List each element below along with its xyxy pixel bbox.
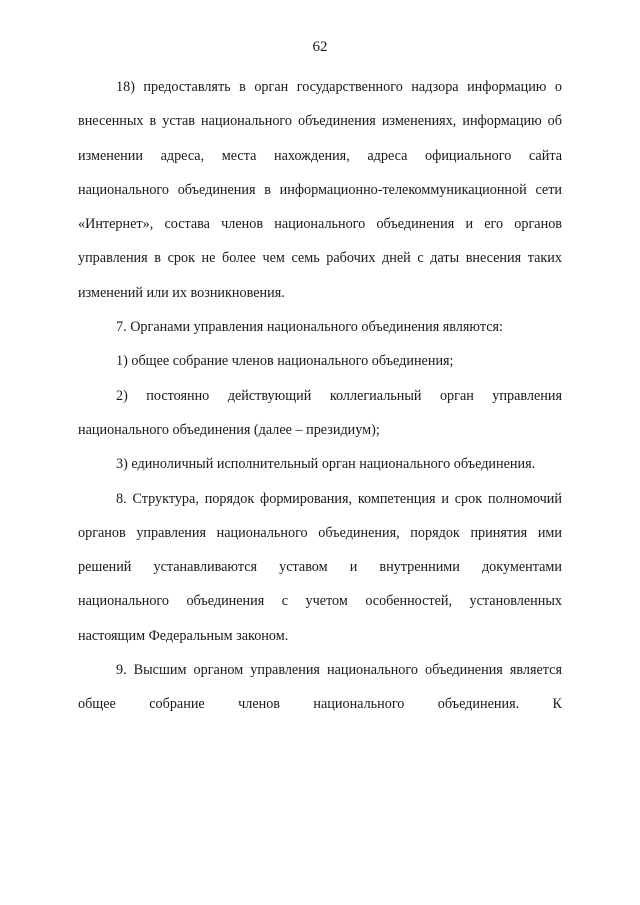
- page-number: 62: [312, 39, 328, 55]
- paragraph-structure: 8. Структура, порядок формирования, компетенция и срок полномочий органов управления национального объединения, порядок принятия ими решений устанавливаются уставом и внутренними документами национального объединения с учетом особенностей, установленных настоящим Федеральным законом.: [78, 490, 562, 644]
- document-body: [78, 70, 562, 722]
- paragraph-executive-body: 3) единоличный исполнительный орган национального объединения.: [116, 456, 536, 473]
- paragraph-general-meeting: 1) общее собрание членов национального объединения;: [116, 353, 454, 370]
- paragraph-supreme-body: 9. Высшим органом управления национального объединения является общее собрание членов национального объединения. К: [78, 662, 562, 713]
- paragraph-item-18: 18) предоставлять в орган государственного надзора информацию о внесенных в устав национального объединения изменениях, информацию об изменении адреса, места нахождения, адреса официального сайта национального объединения в информационно-телекоммуникационной сети «Интернет», состава членов национального объединения и его органов управления в срок не более чем семь рабочих дней с даты внесения таких изменений или их возникновения.: [78, 79, 562, 301]
- paragraph-presidium: 2) постоянно действующий коллегиальный орган управления национального объединения (далее – президиум);: [78, 387, 562, 438]
- paragraph-governing-bodies: 7. Органами управления национального объединения являются:: [116, 319, 503, 336]
